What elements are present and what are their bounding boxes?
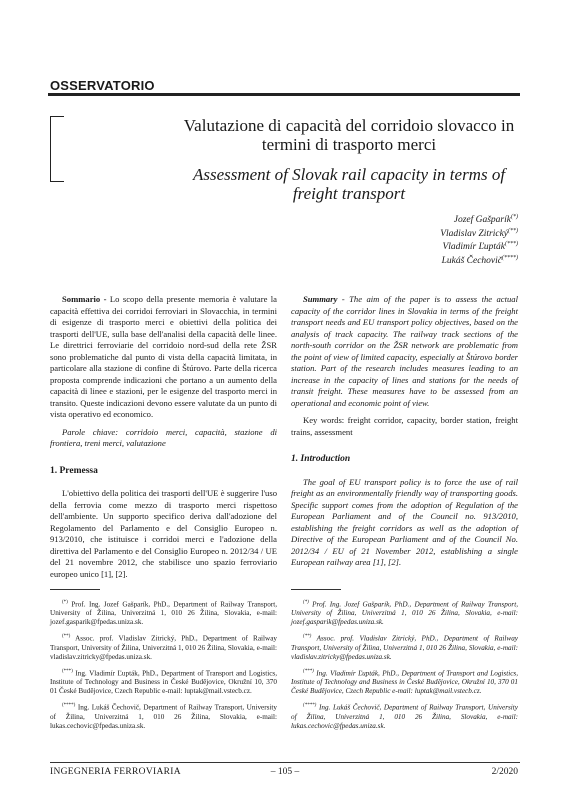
keywords-english: Key words: freight corridor, capacity, border station, freight trains, assessment <box>291 415 518 437</box>
footnote: (**) Assoc. prof. Vladislav Zitrický, PhD., Department of Railway Transport, University of Žilina, Univerzitná 1, 010 26 Žilina, Slovakia, e-mail: vladislav.zitricky@fpedas.uniza.sk. <box>50 634 277 661</box>
title-italian: Valutazione di capacità del corridoio slovacco in termini di trasporto merci <box>183 116 515 154</box>
footnote: (*) Prof. Ing. Jozef Gašparík, PhD., Department of Railway Transport, University of Žilina, Univerzitná 1, 010 26 Žilina, Slovakia, e-mail: jozef.gasparik@fpedas.uniza.sk. <box>50 600 278 627</box>
footnote-rule-left <box>50 589 100 590</box>
title-english: Assessment of Slovak rail capacity in terms of freight transport <box>192 165 506 203</box>
footer-rule <box>50 762 520 763</box>
page-number: – 105 – <box>270 767 300 777</box>
summary-italian: Sommario - Lo scopo della presente memoria è valutare la capacità effettiva dei corridoi ferroviari in Slovacchia, in termini di esigenze di trasporto merci e obiettivi della politica dei trasporti dell'UE, sulla base dell'analisi della capacità delle linee. Le direttrici ferroviarie del corridoio nord-sud della rete ŽSR sono problematiche dal punto di vista della capacità limitata, in particolare alla stazione di confine di Štúrovo. Parte della ricerca proposta comprende indicazioni che portano a un aumento della capacità di linee e stazioni, per le esigenze del trasporto merci in transito. Queste indicazioni devono essere valutate da un punto di vista operativo ed economico. <box>50 294 278 419</box>
author-1: Jozef Gašparík(*) <box>453 214 518 226</box>
author-list <box>440 212 518 267</box>
footnote-rule-right <box>291 589 341 590</box>
section-heading-introduction: 1. Introduction <box>291 454 351 464</box>
summary-english: Summary - The aim of the paper is to assess the actual capacity of the corridor lines in Slovakia in terms of the freight transport needs and EU transport policy objectives, based on the analysis of track capacity. The railway track sections of the north-south corridor on the ŽSR network are problematic from the point of view of limited capacity, especially at Štúrovo border station. Part of the research includes measures leading to an increase in the capacity of lines and stations for the needs of transit freight. These measures have to be assessed from an operational and economic point of view. <box>291 294 518 408</box>
footnotes-italian <box>50 598 277 736</box>
author-3: Vladimír Ľupták(***) <box>442 241 518 253</box>
footnote: (***) Ing. Vladimír Ľupták, PhD., Department of Transport and Logistics, Institute of Technology and Business in České Budějovice, Okružní 10, 370 01 České Budějovice, Czech Republic e-mail: luptak@mail.vstecb.cz. <box>50 668 278 696</box>
author-2: Vladislav Zitrický(**) <box>440 227 518 239</box>
footnote: (***) Ing. Vladimír Ľupták, PhD., Department of Transport and Logistics, Institute of Technology and Business in České Budějovice, Okružní 10, 370 01 České Budějovice, Czech Republic e-mail: luptak@mail.vstecb.cz. <box>291 668 519 696</box>
intro-italian: L'obiettivo della politica dei trasporti dell'UE è suggerire l'uso della ferrovia come mezzo di trasporto merci rispettoso dell'ambiente. Un supporto specifico deriva dall'adozione del Regolamento del Parlamento e del Consiglio Europeo n. 913/2010, che istituisce i corridoi merci e l'adozione della direttiva del Parlamento e del Consiglio Europeo n. 2012/34 / UE del 21 novembre 2012, che stabilisce uno spazio ferroviario europeo unico [1], [2]. <box>50 488 277 579</box>
header-rule <box>48 93 520 96</box>
issue-number: 2/2020 <box>491 767 518 777</box>
journal-name: INGEGNERIA FERROVIARIA <box>50 767 181 777</box>
column-english <box>291 294 518 569</box>
keywords-italian: Parole chiave: corridoio merci, capacità, stazione di frontiera, treni merci, valutazione <box>50 426 277 448</box>
section-heading-premessa: 1. Premessa <box>50 465 98 476</box>
intro-english: The goal of EU transport policy is to force the use of rail freight as an environmentally friendly way of transporting goods. Specific support comes from the adoption of Regulation of the European Parliament and of the Council no. 913/2010, establishing the freight corridors as well as the adoption of Directive of the European Parliament and of the Council No. 2012/34 / EU of 21 November 2012, establishing a single European railway area [1], [2]. <box>291 476 518 567</box>
footnote: (****) Ing. Lukáš Čechovič, Department of Railway Transport, University of Žilina, Univerzitná 1, 010 26 Žilina, Slovakia, e-mail: lukas.cechovic@fpedas.uniza.sk. <box>291 703 518 730</box>
footnote: (****) Ing. Lukáš Čechovič, Department of Railway Transport, University of Žilina, Univerzitná 1, 010 26 Žilina, Slovakia, e-mail: lukas.cechovic@fpedas.uniza.sk. <box>50 703 278 730</box>
section-label: OSSERVATORIO <box>50 78 155 93</box>
footnotes-english <box>291 598 518 736</box>
footnote: (**) Assoc. prof. Vladislav Zitrický, PhD., Department of Railway Transport, University of Žilina, Univerzitná 1, 010 26 Žilina, Slovakia, e-mail: vladislav.zitricky@fpedas.uniza.sk. <box>291 634 518 661</box>
footnote: (*) Prof. Ing. Jozef Gašparík, PhD., Department of Railway Transport, University of Žilina, Univerzitná 1, 010 26 Žilina, Slovakia, e-mail: jozef.gasparik@fpedas.uniza.sk. <box>291 600 518 627</box>
column-italian <box>50 294 277 580</box>
author-4: Lukáš Čechovič(****) <box>441 254 518 267</box>
decorative-bracket <box>50 116 64 182</box>
